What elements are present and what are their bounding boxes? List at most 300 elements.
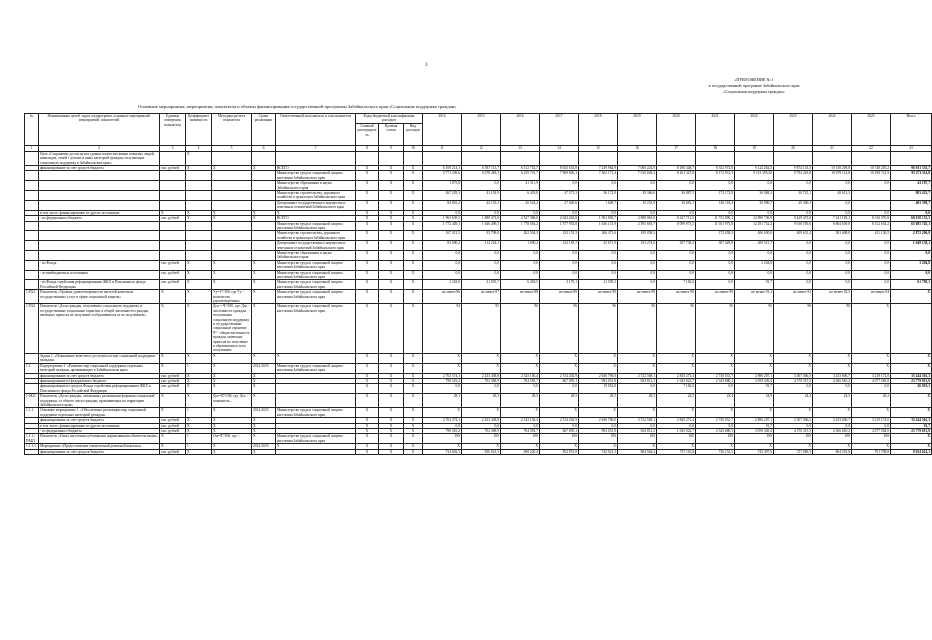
row-kbk-cs: X (379, 304, 404, 353)
row-method: Дох=П°/100, где: Дох - показатель... (212, 394, 252, 408)
row-year-value: X (813, 353, 852, 363)
table-row (25, 260, 932, 270)
row-method: X (212, 449, 252, 454)
row-method (212, 181, 252, 191)
row-year-value: 0,0 (501, 423, 540, 428)
row-year-value: 7 969 826,1 (540, 171, 579, 181)
row-year-value: 0,0 (540, 423, 579, 428)
row-kbk-vr: X (404, 166, 423, 171)
row-year-value: 2 636 796,0 (579, 373, 618, 378)
row-number: 1.1. (25, 363, 39, 373)
row-year-value: 0,0 (423, 210, 462, 215)
row-name (39, 221, 160, 231)
header-method: Методика расчета показателя (212, 114, 252, 146)
row-year-value: 0,0 (852, 250, 891, 260)
row-kbk-gr: X (356, 171, 379, 181)
row-period: X (252, 423, 276, 428)
row-year-value: 654 812,3 (618, 428, 657, 433)
row-name (39, 171, 160, 181)
row-year-value: 96 (735, 304, 774, 353)
row-unit: тыс. рублей (160, 280, 186, 290)
row-year-value: X (423, 353, 462, 363)
row-year-value: 107 313,5 (423, 231, 462, 241)
row-year-value: X (501, 444, 540, 449)
row-year-value: 0,0 (774, 280, 813, 290)
row-year-value: 36 948,2 (735, 191, 774, 201)
row-kbk-cs: X (379, 408, 404, 418)
row-year-value: не менее 90 (657, 290, 696, 304)
row-kbk-vr: X (404, 449, 423, 454)
row-year-value: 4 077 582,0 (852, 378, 891, 383)
row-coef (186, 250, 212, 260)
row-year-value: 836 941,3 (462, 449, 501, 454)
row-year-value: 24,9 (735, 394, 774, 408)
row-kbk-cs: X (379, 216, 404, 221)
row-year-value: 2 433 438,8 (462, 418, 501, 423)
row-unit: тыс. рублей (160, 378, 186, 383)
column-number: 7 (276, 145, 356, 151)
row-year-value: 736 152,3 (696, 449, 735, 454)
row-executor (276, 449, 356, 454)
row-year-value: 1 888 473,0 (462, 216, 501, 221)
row-executor: Министерство образования и науки Забайкальского края (276, 181, 356, 191)
row-kbk-vr: X (404, 241, 423, 251)
row-coef: 1 (186, 444, 212, 449)
row-coef (186, 200, 212, 210)
row-kbk-gr: X (356, 181, 379, 191)
row-year-value: X (579, 444, 618, 449)
row-coef: X (186, 280, 212, 290)
row-year-value (423, 151, 462, 165)
row-executor: X (276, 210, 356, 215)
row-year-value: 28,5 (579, 394, 618, 408)
row-period: X (252, 353, 276, 363)
row-year-value: 0,0 (462, 423, 501, 428)
row-number (25, 171, 39, 181)
row-year-value: 28,3 (462, 394, 501, 408)
row-name: Основное мероприятие 1. «Обеспечение реализации мер социальной поддержки отдельных категорий граждан» (39, 408, 160, 418)
row-unit: X (160, 444, 186, 449)
row-year-value: X (735, 408, 774, 418)
row-year-value: 0,0 (579, 270, 618, 280)
row-kbk-cs: X (379, 166, 404, 171)
row-year-value: 91,7 (735, 384, 774, 394)
row-year-value: 0,0 (813, 260, 852, 270)
row-year-value: 96 (579, 304, 618, 353)
row-executor: X (276, 353, 356, 363)
row-year-value: 0,0 (657, 181, 696, 191)
row-year-value (774, 151, 813, 165)
row-year-value: X (774, 363, 813, 373)
row-coef: X (186, 394, 212, 408)
header-year: 2022 (735, 114, 774, 146)
row-unit: тыс. рублей (160, 270, 186, 280)
row-kbk-gr: X (356, 231, 379, 241)
table-row (25, 151, 932, 165)
header-year: 2019 (618, 114, 657, 146)
row-unit: тыс. рублей (160, 216, 186, 221)
row-kbk-vr: X (404, 378, 423, 383)
row-year-value: не менее 87 (462, 290, 501, 304)
row-year-value: 3 343,6 (423, 280, 462, 290)
row-year-value: 7 060 224,9 (618, 166, 657, 171)
row-year-value: 3 219 172,0 (852, 373, 891, 378)
table-row (25, 353, 932, 363)
column-number: 12 (462, 145, 501, 151)
row-year-value: 96 (540, 304, 579, 353)
row-year-value: 8 427 711,5 (657, 216, 696, 221)
row-year-value: X (852, 304, 891, 353)
row-year-value: 0,0 (462, 250, 501, 260)
row-period: X (252, 216, 276, 221)
row-year-value: X (618, 363, 657, 373)
row-period: X (252, 428, 276, 433)
row-year-value: 2 886 207,1 (735, 373, 774, 378)
row-year-value (501, 151, 540, 165)
row-year-value: 0,0 (540, 270, 579, 280)
row-number (25, 191, 39, 201)
row-year-value: 0,0 (852, 280, 891, 290)
header-year: 2015 (462, 114, 501, 146)
row-year-value (852, 151, 891, 165)
row-kbk-vr: X (404, 304, 423, 353)
row-method (212, 200, 252, 210)
row-executor: ВСЕГО (276, 166, 356, 171)
row-unit: % (160, 290, 186, 304)
row-year-value (657, 231, 696, 241)
row-year-value: 0,0 (735, 270, 774, 280)
row-coef: X (186, 373, 212, 378)
row-year-value: 8 296 348,7 (657, 166, 696, 171)
column-number: 17 (657, 145, 696, 151)
row-kbk-cs: X (379, 373, 404, 378)
table-row (25, 290, 932, 304)
row-period: X (252, 418, 276, 423)
row-year-value: 0,0 (540, 250, 579, 260)
row-name: - из федерального бюджета (39, 216, 160, 221)
row-year-value: X (657, 363, 696, 373)
row-method: Ом=Ч°/100, где ... (212, 434, 252, 444)
table-row (25, 408, 932, 418)
row-period (252, 200, 276, 210)
row-name: финансирование из средств Фонда содействия реформированию ЖКХ и Пенсионного фонда Российской Федерации (39, 384, 160, 394)
row-kbk-vr: X (404, 394, 423, 408)
row-year-value: 8 352 972,8 (696, 166, 735, 171)
row-year-value: 98 (774, 304, 813, 353)
row-total: 2 872 206,9 (891, 231, 932, 241)
row-number (25, 384, 39, 394)
row-coef: X (186, 210, 212, 215)
row-unit (160, 231, 186, 241)
header-year: 2024 (813, 114, 852, 146)
row-kbk-vr: X (404, 231, 423, 241)
row-name: финансирование за счет средств бюджета (39, 373, 160, 378)
document-title: Основные мероприятия, мероприятия, показатели и объемы финансирования государственной программы Забайкальского края «Социальная поддержка граждан» (138, 104, 457, 109)
row-executor: Министерство труда и социальной защиты населения Забайкальского края (276, 270, 356, 280)
row-year-value: 0,0 (423, 260, 462, 270)
row-year-value: 0,0 (540, 260, 579, 270)
row-year-value: 94 (423, 304, 462, 353)
row-kbk-cs: X (379, 363, 404, 373)
row-year-value: X (696, 444, 735, 449)
row-year-value: 0,0 (423, 270, 462, 280)
row-kbk-gr: X (356, 241, 379, 251)
row-year-value: X (774, 408, 813, 418)
row-year-value: 172 658,3 (696, 231, 735, 241)
row-kbk-vr: X (404, 200, 423, 210)
row-kbk-gr: X (356, 191, 379, 201)
row-year-value: не менее 92,5 (813, 290, 852, 304)
row-unit (160, 191, 186, 201)
row-kbk-gr: X (356, 216, 379, 221)
table-row (25, 231, 932, 241)
row-year-value: 12 898 736,9 (735, 216, 774, 221)
row-year-value: 0,0 (423, 423, 462, 428)
table-row (25, 280, 932, 290)
row-year-value: X (696, 353, 735, 363)
row-executor: Департамент государственного имущества и земельных отношений Забайкальского края (276, 200, 356, 210)
column-number: 11 (423, 145, 462, 151)
row-year-value: 100 (462, 434, 501, 444)
header-year: 2020 (657, 114, 696, 146)
row-name: Показатель «Доля граждан, охваченных различными формами социальной поддержки, от общего числа граждан, проживающих на территории Забайкальского края» (39, 394, 160, 408)
row-year-value: 4 370 315,5 (774, 428, 813, 433)
row-kbk-vr: X (404, 434, 423, 444)
row-year-value: X (501, 408, 540, 418)
row-year-value: 0,0 (657, 210, 696, 215)
row-year-value: 0,0 (813, 210, 852, 215)
row-year-value: 742 921,3 (579, 449, 618, 454)
row-year-value: 6 078 483,3 (462, 171, 501, 181)
row-year-value: 100 (813, 434, 852, 444)
row-total: 91,7 (891, 423, 932, 428)
row-year-value: 2 514 202,9 (540, 418, 579, 423)
row-year-value: 96 (501, 304, 540, 353)
row-method: X (212, 216, 252, 221)
row-year-value: 7 010 604,3 (618, 171, 657, 181)
row-kbk-cs: X (379, 428, 404, 433)
row-year-value: X (501, 363, 540, 373)
row-year-value: 1 690,2 (501, 241, 540, 251)
row-name: Цель «Сохранение достигнутых уровня и качества жизни пожилых людей, инвалидов, семей с детьми и иных категорий граждан, получающих социальную поддержку в Забайкальском крае» (39, 151, 160, 165)
row-year-value: 406 630,0 (735, 231, 774, 241)
row-year-value: 4 366 665,2 (813, 428, 852, 433)
row-total: 65 685 745,1 (891, 221, 932, 231)
row-kbk-vr: X (404, 250, 423, 260)
row-kbk-gr: X (356, 418, 379, 423)
row-name: Мероприятие «Предоставление ежемесячной денежной выплаты» (39, 444, 160, 449)
row-period: X (252, 384, 276, 394)
row-total: X (891, 408, 932, 418)
header-year: 2014 (423, 114, 462, 146)
row-year-value: 2 722 568,1 (618, 373, 657, 378)
row-year-value: 0,0 (618, 210, 657, 215)
row-year-value: 2 343 680,1 (696, 428, 735, 433)
column-number: 22 (852, 145, 891, 151)
column-number: 4 (186, 145, 212, 151)
row-year-value: 9 794 443,8 (774, 171, 813, 181)
row-method: Дсп = Ч°/100, где: Дсп - численность граждан, получивших социальную поддержку и государственные социальные гарантии; Ч° - общая численность граждан, имеющих право на их получение и обратившихся за их получением (213, 304, 250, 353)
row-total (891, 151, 932, 165)
row-year-value: 6 418,8 (501, 191, 540, 201)
row-year-value: 1 600,7 (579, 200, 618, 210)
row-year-value: 0,0 (774, 250, 813, 260)
row-year-value: 10 748 203,2 (852, 166, 891, 171)
row-year-value: 100 (579, 434, 618, 444)
row-period (252, 221, 276, 231)
row-year-value: 0,0 (618, 384, 657, 394)
row-year-value: 1 043 022,7 (657, 428, 696, 433)
header-coef: Коэффициент значимости (186, 114, 212, 146)
row-year-value: X (813, 363, 852, 373)
row-year-value: 704 583,7 (501, 378, 540, 383)
row-coef (186, 191, 212, 201)
row-year-value (813, 151, 852, 165)
row-name: - из внебюджетных источников (39, 270, 160, 280)
row-year-value: 95 (462, 304, 501, 353)
row-kbk-cs: X (379, 191, 404, 201)
row-total: 1 649 138,1 (891, 241, 932, 251)
row-year-value: X (423, 363, 462, 373)
row-year-value: 0,0 (774, 210, 813, 215)
row-year-value: 10 198 741,9 (852, 171, 891, 181)
header-year: 2023 (774, 114, 813, 146)
row-year-value: 0,0 (657, 260, 696, 270)
row-number (25, 250, 39, 260)
row-unit (160, 241, 186, 251)
row-year-value: 992 031,8 (579, 378, 618, 383)
row-year-value: X (462, 444, 501, 449)
row-number (25, 270, 39, 280)
row-method (212, 221, 252, 231)
row-year-value: 0,0 (618, 280, 657, 290)
row-year-value: 42 135,3 (462, 200, 501, 210)
row-year-value: 91,7 (735, 423, 774, 428)
row-year-value: 36 887,5 (657, 191, 696, 201)
row-unit (160, 171, 186, 181)
row-total: 23 779 813,9 (891, 428, 932, 433)
row-year-value: 11 051 975,8 (696, 221, 735, 231)
row-year-value: 702 368,9 (462, 428, 501, 433)
table-row (25, 384, 932, 394)
row-year-value: 6 418,5 (501, 280, 540, 290)
row-kbk-gr: X (356, 434, 379, 444)
row-method: X (212, 423, 252, 428)
row-year-value: не менее 89 (540, 290, 579, 304)
row-year-value: 411 136,5 (852, 231, 891, 241)
row-kbk-vr: X (404, 171, 423, 181)
row-executor: Министерство образования и науки Забайкальского края (276, 250, 356, 260)
row-number (25, 200, 39, 210)
row-total: 9 034 614,1 (891, 449, 932, 454)
row-period: X (252, 373, 276, 378)
table-row (25, 171, 932, 181)
row-kbk-vr: X (404, 216, 423, 221)
row-year-value: 96 (618, 304, 657, 353)
row-period: X (252, 434, 276, 444)
row-name (39, 231, 160, 241)
row-year-value: не менее 90 (696, 290, 735, 304)
row-year-value (618, 151, 657, 165)
row-kbk-vr (404, 151, 423, 165)
row-year-value: X (774, 444, 813, 449)
row-number: 1-П21 (25, 290, 39, 304)
row-kbk-vr: X (404, 290, 423, 304)
row-kbk-gr: X (356, 200, 379, 210)
row-year-value: 745 497,6 (735, 449, 774, 454)
row-year-value: не менее 91,3 (735, 290, 774, 304)
row-year-value: 2 514 202,9 (540, 373, 579, 378)
row-year-value: 1 875,8 (423, 181, 462, 191)
row-year-value: 1 772 449,1 (423, 221, 462, 231)
column-number: 16 (618, 145, 657, 151)
row-name: финансирование из федерального бюджета (39, 378, 160, 383)
row-year-value: 2 433 438,8 (462, 373, 501, 378)
row-year-value: 698 220,4 (501, 449, 540, 454)
row-year-value: не менее 86 (423, 290, 462, 304)
row-kbk-cs: X (379, 394, 404, 408)
row-executor: Министерство труда и социальной защиты населения Забайкальского края (276, 408, 356, 418)
row-year-value: 804 564,4 (618, 449, 657, 454)
row-period: 2014-2025 (252, 363, 276, 373)
row-kbk-vr: X (404, 221, 423, 231)
row-year-value: 3 059 349,4 (735, 428, 774, 433)
row-name: в том числе, финансирование из других источников: (39, 210, 160, 215)
row-method: X (212, 428, 252, 433)
header-exec: Ответственный исполнитель и соисполнители (276, 114, 356, 146)
row-year-value: X (696, 363, 735, 373)
row-kbk-cs: X (379, 434, 404, 444)
row-unit: тыс. рублей (160, 418, 186, 423)
row-year-value: 200 515,7 (735, 241, 774, 251)
header-kbk-gr: Главный распорядитель (356, 123, 379, 145)
row-period (252, 181, 276, 191)
row-executor: X (276, 444, 356, 449)
header-year: 2025 (852, 114, 891, 146)
row-number (25, 221, 39, 231)
row-year-value: 0,0 (852, 260, 891, 270)
row-year-value: 30 990,7 (735, 200, 774, 210)
row-year-value: 100 (696, 434, 735, 444)
row-year-value: 0,0 (813, 270, 852, 280)
row-period: X (252, 290, 276, 304)
row-year-value: 0,0 (501, 384, 540, 394)
row-unit: X (160, 363, 186, 373)
row-executor (276, 394, 356, 408)
row-unit: тыс. рублей (160, 428, 186, 433)
row-coef (186, 181, 212, 191)
row-total: 33 244 561,3 (891, 373, 932, 378)
row-year-value: 0,0 (618, 270, 657, 280)
row-kbk-cs: X (379, 181, 404, 191)
row-method: X (212, 260, 252, 270)
row-year-value: 4 077 582,0 (852, 428, 891, 433)
row-name: Задача 1. «Повышение качества и доступности мер социальной поддержки граждан» (39, 353, 160, 363)
row-number (25, 353, 39, 363)
table-row (25, 434, 932, 444)
row-year-value: 3 059 349,4 (735, 378, 774, 383)
row-year-value: 737 116,8 (657, 449, 696, 454)
row-year-value: 0,0 (501, 260, 540, 270)
row-coef: X (186, 260, 212, 270)
header-name: Наименование целей, задач, подпрограмм, основных мероприятий, мероприятий, показателей (39, 114, 160, 146)
row-year-value: X (501, 353, 540, 363)
row-kbk-gr: X (356, 394, 379, 408)
row-year-value: 2 730 031,7 (696, 418, 735, 423)
row-method: X (212, 353, 252, 363)
row-total: 68 018 153,3 (891, 216, 932, 221)
row-kbk-gr: X (356, 280, 379, 290)
